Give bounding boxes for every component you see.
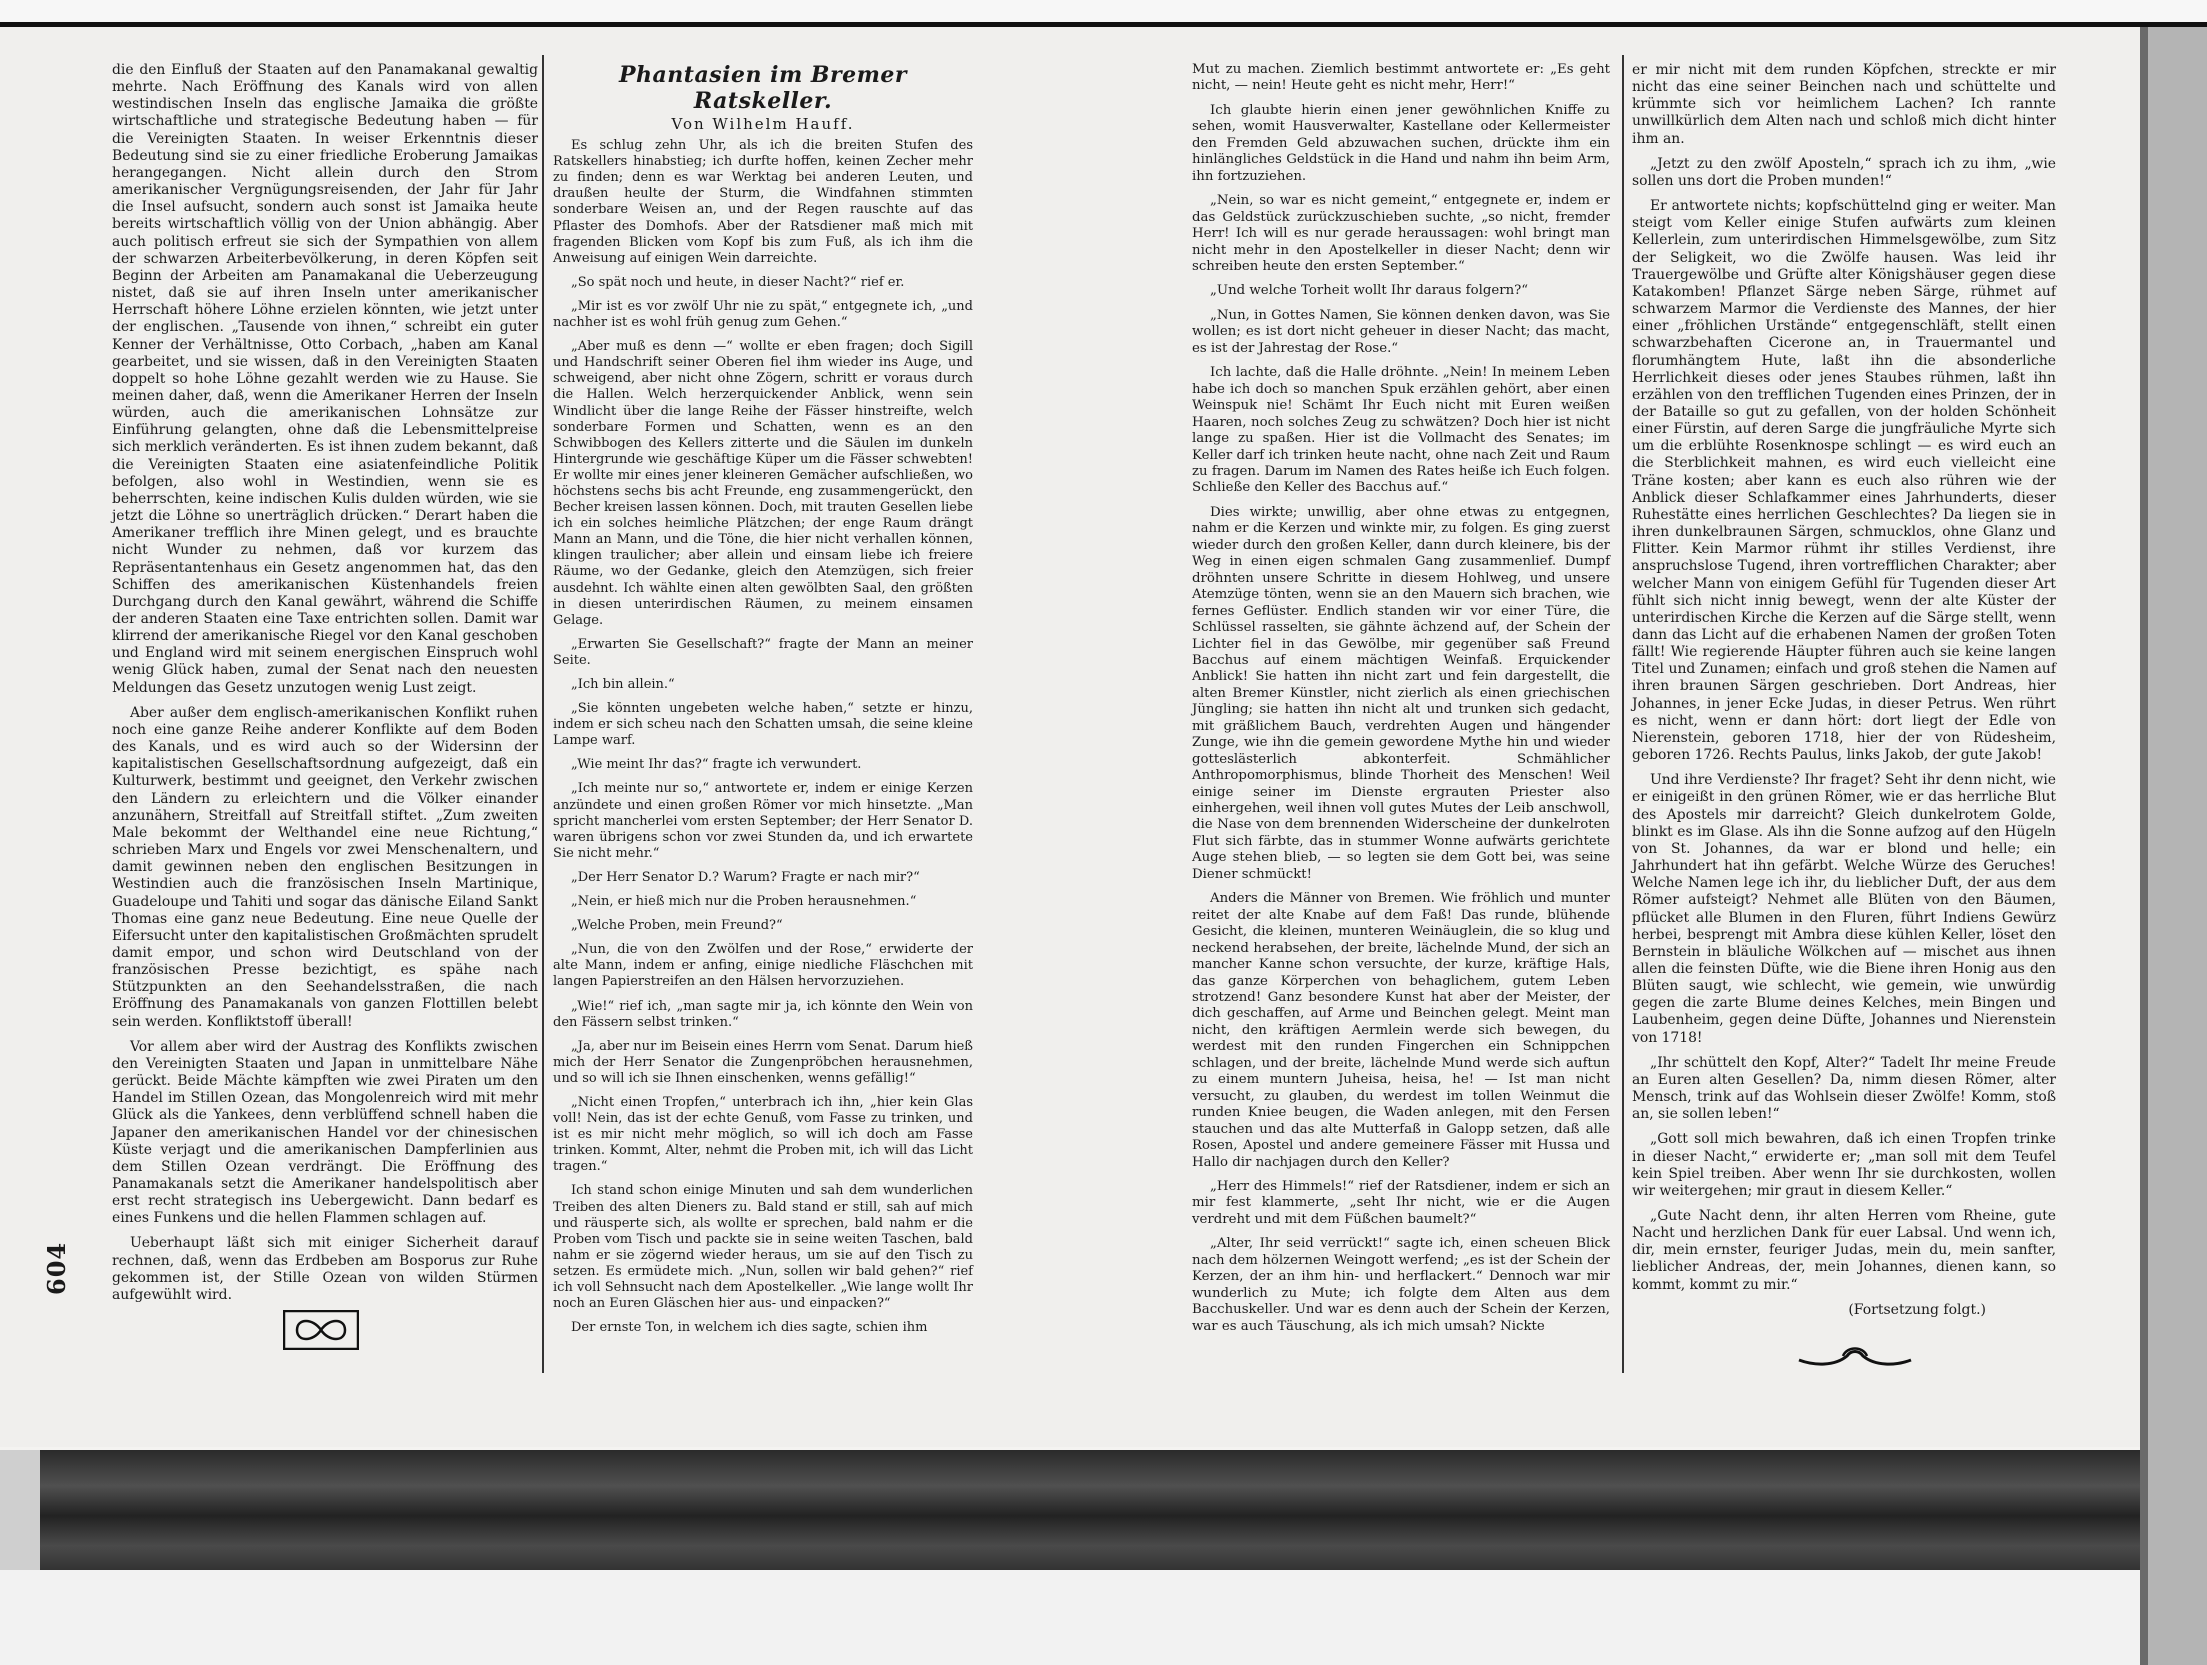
- paragraph: Der ernste Ton, in welchem ich dies sagte, schien ihm: [571, 1320, 928, 1336]
- paragraph: „Ich meinte nur so,“ antwortete er, indem er einige Kerzen anzündete und einen großen Römer vor mich hinsetzte. „Man spricht mancherlei vom ersten September; der Herr Senator D. waren übrigens schon vor zwei Stunden da, und ich erwartete Sie nicht mehr.“: [553, 781, 973, 861]
- paragraph: Ich lachte, daß die Halle dröhnte. „Nein! In meinem Leben habe ich doch so manchen Spuk erzählen gehört, aber einen Weinspuk nie! Schämt Ihr Euch nicht mit Euren weißen Haaren, noch solches Zeug zu schwätzen? Doch hier ist nicht lange zu spaßen. Hier ist die Vollmacht des Senates; im Keller darf ich trinken heute nacht, ohne nach Zeit und Raum zu fragen. Darum im Namen des Rates heiße ich Euch folgen. Schließe den Keller des Bacchus auf.“: [1192, 365, 1610, 496]
- column-divider-1: [542, 55, 544, 1373]
- paragraph: „Mir ist es vor zwölf Uhr nie zu spät,“ entgegnete ich, „und nachher ist es wohl früh genug zum Gehen.“: [553, 298, 973, 331]
- paragraph: die den Einfluß der Staaten auf den Panamakanal gewaltig mehrte. Nach Eröffnung des Kanals wird von allen westindischen Inseln das englische Jamaika die größte wirtschaftliche und strategische Bedeutung haben — für die Vereinigten Staaten. In weiser Erkenntnis dieser Bedeutung sind sie zu einer friedliche Eroberung Jamaikas herangegangen. Nicht allein durch den Strom amerikanischer Vergnügungsreisenden, der Jahr für Jahr die Insel aufsucht, sondern auch sonst ist Jamaika heute bereits wirtschaftlich völlig von der Union abhängig. Aber auch politisch erfreut sie sich der Sympathien von allem der schwarzen Arbeiterbevölkerung, in deren Köpfen seit Beginn der Arbeiten am Panamakanal die Ueberzeugung nistet, daß sie auf ihren Inseln unter amerikanischer Herrschaft höhere Löhne erzielen könnten, wie jetzt unter der englischen. „Tausende von ihnen,“ schreibt ein guter Kenner der Verhältnisse, Otto Corbach, „haben am Kanal gearbeitet, und sie wissen, daß in den Vereinigten Staaten doppelt so hohe Löhne gezahlt werden wie zu Hause. Sie meinen daher, daß, wenn die Amerikaner Herren der Inseln würden, auch die amerikanischen Lohnsätze zur Einführung gelangten, ohne daß die Lebensmittelpreise sich merklich veränderten. Es ist ihnen zudem bekannt, daß die Vereinigten Staaten eine asiatenfeindliche Politik befolgen, also wohl in Westindien, wenn sie es beherrschten, keine indischen Kulis dulden würden, wie sie jetzt die Löhne so unerträglich drücken.“ Derart haben die Amerikaner trefflich ihre Minen gelegt, und es brauchte nicht Wunder zu nehmen, daß vor kurzem das Repräsentantenhaus ein Gesetz angenommen hat, das den Schiffen des amerikanischen Küstenhandels freien Durchgang durch den Kanal gewährt, während die Schiffe der anderen Staaten eine Taxe entrichten sollen. Damit war klirrend der amerikanische Riegel vor den Kanal geschoben und England wird mit seinem energischen Einspruch wohl wenig Glück haben, zumal der Senat nach den neuesten Meldungen das Gesetz unzutogen wenig Lust zeigt.: [112, 62, 538, 696]
- paragraph: Ich stand schon einige Minuten und sah dem wunderlichen Treiben des alten Dieners zu. Bald stand er still, sah auf mich und räusperte sich, als wollte er sprechen, bald nahm er die Proben vom Tisch und packte sie in seine weiten Taschen, bald nahm er sie zögernd wieder heraus, um sie auf den Tisch zu setzen. Es ermüdete mich. „Nun, sollen wir bald gehen?“ rief ich voll Sehnsucht nach dem Apostelkeller. „Wie lange wollt Ihr noch an Euren Gläschen hier aus- und einpacken?“: [553, 1183, 973, 1312]
- paragraph: er mir nicht mit dem runden Köpfchen, streckte er mir nicht das eine seiner Beinchen nach und schüttelte und krümmte sich vor heimlichem Lachen? Ich rannte unwillkürlich dem Alten nach und schloß mich dicht hinter ihm an.: [1632, 62, 2056, 147]
- paragraph: „Wie!“ rief ich, „man sagte mir ja, ich könnte den Wein von den Fässern selbst trinken.“: [553, 998, 973, 1030]
- paragraph: „Alter, Ihr seid verrückt!“ sagte ich, einen scheuen Blick nach dem hölzernen Weingott werfend; „es ist der Schein der Kerzen, der an ihm hin- und herflackert.“ Dennoch war mir wunderlich zu Mute; ich folgte dem Alten aus dem Bacchuskeller. Und war es denn auch der Schein der Kerzen, war es auch Täuschung, als ich mich umsah? Nickte: [1192, 1236, 1610, 1334]
- paragraph: „Der Herr Senator D.? Warum? Fragte er nach mir?“: [571, 869, 920, 885]
- end-flourish-icon: [1795, 1340, 1915, 1370]
- paragraph: „Jetzt zu den zwölf Aposteln,“ sprach ich zu ihm, „wie sollen uns dort die Proben munden!“: [1632, 155, 2056, 189]
- continuation-note: (Fortsetzung folgt.): [1848, 1301, 1986, 1318]
- article-column-2: [553, 62, 973, 1344]
- article-title: Phantasien im Bremer Ratskeller.: [619, 62, 907, 114]
- scan-right-border: [2148, 27, 2207, 1665]
- column-divider-2: [1622, 55, 1624, 1373]
- paragraph: Es schlug zehn Uhr, als ich die breiten Stufen des Ratskellers hinabstieg; ich durfte hoffen, keinen Zecher mehr zu finden; denn es war Werktag bei anderen Leuten, und draußen heulte der Sturm, die Windfahnen stimmten sonderbare Weisen an, und der Regen rauschte auf das Pflaster des Domhofs. Aber der Ratsdiener maß mich mit fragenden Blicken vom Kopf bis zum Fuß, als ich ihm die Anweisung auf einigen Wein darreichte.: [553, 138, 973, 266]
- paragraph: „Nun, in Gottes Namen, Sie können denken davon, was Sie wollen; es ist dort nicht geheuer in dieser Nacht; das macht, es ist der Jahrestag der Rose.“: [1192, 307, 1610, 356]
- paragraph: „So spät noch und heute, in dieser Nacht?“ rief er.: [571, 274, 905, 290]
- paragraph: „Sie könnten ungebeten welche haben,“ setzte er hinzu, indem er sich scheu nach den Schatten umsah, die seine kleine Lampe warf.: [553, 701, 973, 749]
- paragraph: Ich glaubte hierin einen jener gewöhnlichen Kniffe zu sehen, womit Hausverwalter, Kastellane oder Kellermeister den Fremden Geld abzuwachen suchen, drückte ihm ein hinlängliches Geldstück in die Hand und nahm ihn beim Arm, ihn fortzuziehen.: [1192, 102, 1610, 184]
- paragraph: „Ihr schüttelt den Kopf, Alter?“ Tadelt Ihr meine Freude an Euren alten Gesellen? Da, nimm diesen Römer, alter Mensch, trink auf das Wohlsein dieser Zwölfe! Komm, stoß an, sie sollen leben!“: [1632, 1054, 2056, 1123]
- scan-bottom-edge: [40, 1450, 2140, 1570]
- paragraph: „Erwarten Sie Gesellschaft?“ fragte der Mann an meiner Seite.: [553, 636, 973, 668]
- article-column-3: [1192, 62, 1610, 1343]
- scan-bottom-margin: [0, 1570, 2140, 1665]
- paragraph: „Ja, aber nur im Beisein eines Herrn vom Senat. Darum hieß mich der Herr Senator die Zungenpröbchen herausnehmen, und so will ich sie Ihnen einschenken, wenns gefällig!“: [553, 1038, 973, 1086]
- paragraph: „Nun, die von den Zwölfen und der Rose,“ erwiderte der alte Mann, indem er anfing, einige niedliche Fläschchen mit langen Papierstreifen an den Hälsen hervorzuziehen.: [553, 942, 973, 990]
- paragraph: Er antwortete nichts; kopfschüttelnd ging er weiter. Man steigt vom Keller einige Stufen aufwärts zum kleinen Kellerlein, zum unterirdischen Himmelsgewölbe, zum Sitz der Seligkeit, wo die Zwölfe hausen. Was leid ihr Trauergewölbe und Grüfte alter Königshäuser gegen diese Katakomben! Pflanzet Särge neben Särge, rühmet auf schwarzem Marmor die Verdienste des Mannes, der hier einer „fröhlichen Urstände“ entgegenschläft, stellt einen schwarzbehaften Cicerone an, in Trauermantel und florumhängtem Hute, laßt ihn die absonderliche Herrlichkeit dieses oder jenes Staubes rühmen, laßt ihn erzählen von den trefflichen Tugenden eines Prinzen, der in der Bataille so gut zu gefallen, von der holden Schönheit einer Fürstin, auf deren Sarge die jungfräuliche Myrte sich um die erblühte Rosenknospe schlingt — es wird euch an die Sterblichkeit mahnen, es wird euch vielleicht eine Träne kosten; aber kann es euch also rühren wie der Anblick dieser Schlafkammer eines Jahrhunderts, dieser Ruhestätte eines herrlichen Geschlechtes? Da liegen sie in ihren dunkelbraunen Särgen, schmucklos, ohne Glanz und Flitter. Kein Marmor rühmt ihr stilles Verdienst, ihre anspruchslose Tugend, ihren vortrefflichen Charakter; aber welcher Mann von einigem Gefühl für Tugenden dieser Art fühlt sich nicht innig bewegt, wenn der alte Küster der unterirdischen Kirche die Kerzen auf die Särge stellt, wenn dann das Licht auf die erhabenen Namen der großen Toten fällt! Wie regierende Häupter führen auch sie keine langen Titel und Zunamen; einfach und groß stehen die Namen auf ihren braunen Särgen geschrieben. Dort Andreas, hier Johannes, in jener Ecke Judas, in dieser Petrus. Wen rührt es nicht, wenn er dann hört: dort liegt der Edle von Nierenstein, geboren 1718, hier der von Rüdesheim, geboren 1726. Rechts Paulus, links Jakob, der gute Jakob!: [1632, 198, 2056, 764]
- paragraph: „Welche Proben, mein Freund?“: [571, 918, 783, 934]
- paragraph: Ueberhaupt läßt sich mit einiger Sicherheit darauf rechnen, daß, wenn das Erdbeben am Bosporus zur Ruhe gekommen ist, der Stille Ozean von wilden Stürmen aufgewühlt wird.: [112, 1235, 538, 1303]
- paragraph: „Und welche Torheit wollt Ihr daraus folgern?“: [1210, 283, 1529, 299]
- paragraph: Mut zu machen. Ziemlich bestimmt antwortete er: „Es geht nicht, — nein! Heute geht es nicht mehr, Herr!“: [1192, 62, 1610, 94]
- paragraph: „Gute Nacht denn, ihr alten Herren vom Rheine, gute Nacht und herzlichen Dank für euer Labsal. Und wenn ich, dir, mein ernster, feuriger Judas, mein du, mein sanfter, lieblicher Andreas, der, mein Johannes, dienen kann, so kommt, kommt zu mir.“: [1632, 1208, 2056, 1293]
- decorative-ornament-icon: [283, 1310, 359, 1350]
- paragraph: „Nicht einen Tropfen,“ unterbrach ich ihn, „hier kein Glas voll! Nein, das ist der echte Genuß, vom Fasse zu trinken, und ist es mir nicht mehr möglich, so will ich doch am Fasse trinken. Kommt, Alter, nehmt die Proben mit, ich will das Licht tragen.“: [553, 1094, 973, 1175]
- page-number: 604: [42, 1241, 71, 1295]
- paragraph: Vor allem aber wird der Austrag des Konflikts zwischen den Vereinigten Staaten und Japan in unmittelbare Nähe gerückt. Beide Mächte kämpften wie zwei Piraten um den Handel im Stillen Ozean, das Mongolenreich wird mit mehr Glück als die Yankees, denn verblüffend schnell haben die Japaner den amerikanischen Handel vor der chinesischen Küste verjagt und die amerikanischen Dampferlinien aus dem Stillen Ozean verdrängt. Die Eröffnung des Panamakanals setzt die Amerikaner handelspolitisch aber erst recht strategisch ins Uebergewicht. Dann bedarf es eines Funkens und die hellen Flammen schlagen auf.: [112, 1038, 538, 1227]
- paragraph: „Aber muß es denn —“ wollte er eben fragen; doch Sigill und Handschrift seiner Oberen fiel ihm wieder ins Auge, und schweigend, aber nicht ohne Zögern, schritt er voraus durch die Hallen. Welch herzerquickender Anblick, wenn sein Windlicht über die lange Reihe der Fässer hinstreifte, welch sonderbare Formen und Schatten, wenn es an den Schwibbogen des Kellers zitterte und die Säulen im dunkeln Hintergrunde wie geschäftige Küper um die Fässer schwebten! Er wollte mir eines jener kleineren Gemächer aufschließen, wo höchstens sechs bis acht Freunde, eng zusammengerückt, den Becher kreisen lassen können. Doch, mit trauten Gesellen liebe ich ein solches heimliche Plätzchen; der enge Raum drängt Mann an Mann, und die Töne, die hier nicht verhallen können, klingen traulicher; aber allein und einsam liebe ich freiere Räume, wo der Gedanke, gleich den Atemzügen, sich freier ausdehnt. Ich wählte einen alten gewölbten Saal, den größten in diesen unterirdischen Räumen, zu meinem einsamen Gelage.: [553, 339, 973, 628]
- paragraph: Aber außer dem englisch-amerikanischen Konflikt ruhen noch eine ganze Reihe anderer Konflikte auf dem Boden des Kanals, und es wird auch so der Widersinn der kapitalistischen Gesellschaftsordnung aufgezeigt, daß ein Kulturwerk, bestimmt und geeignet, den Verkehr zwischen den Ländern zu erleichtern und die Völker einander anzunähern, Streitfall auf Streitfall stiftet. „Zum zweiten Male bekommt der Welthandel eine neue Richtung,“ schrieben Marx und Engels vor zwei Menschenaltern, und damit gewinnen neben den englischen Besitzungen in Westindien auch die französischen Inseln Martinique, Guadeloupe und Tahiti und sogar das dänische Eiland Sankt Thomas eine ganz neue Bedeutung. Eine neue Quelle der Eifersucht unter den kapitalistischen Großmächten sprudelt damit empor, und schon wird Deutschland von der französischen Presse bezichtigt, es spähe nach Stützpunkten an den Seehandelsstraßen, die nach Eröffnung des Panamakanals von ganzen Flottillen belebt sein werden. Konfliktstoff überall!: [112, 704, 538, 1030]
- paragraph: Und ihre Verdienste? Ihr fraget? Seht ihr denn nicht, wie er einigeißt in den grünen Römer, wie er das herrliche Blut des Apostels mir darreicht? Gleich dunkelrotem Golde, blinkt es im Glase. Als ihn die Sonne aufzog auf den Hügeln von St. Johannes, da war er blond und helle; ein Jahrhundert hat ihn gefärbt. Welche Würze des Geruches! Welche Namen lege ich ihr, du lieblicher Duft, der aus dem Römer aufsteigt? Nehmet alle Blüten von den Bäumen, pflücket alle Blumen in den Fluren, führt Indiens Gewürz herbei, besprengt mit Ambra diese kühlen Keller, löset den Bernstein in bläuliche Wölkchen auf — mischet aus ihnen allen die feinsten Düfte, wie die Biene ihren Honig aus den Blüten saugt, wie schlecht, wie gemein, wie unwürdig gegen die zarte Blume deines Kelches, mein Bingen und Laubenheim, gegen deine Düfte, Johannes und Nierenstein von 1718!: [1632, 772, 2056, 1046]
- paragraph: „Nein, er hieß mich nur die Proben herausnehmen.“: [571, 894, 917, 910]
- paragraph: Anders die Männer von Bremen. Wie fröhlich und munter reitet der alte Knabe auf dem Faß! Das runde, blühende Gesicht, die kleinen, munteren Weinäuglein, die so klug und neckend herabsehen, der breite, lächelnde Mund, der sich an mancher Kanne schon versuchte, der kurze, kräftige Hals, das ganze Körperchen von behaglichem, gutem Leben strotzend! Ganz besondere Kunst hat aber der Meister, der dich geschaffen, auf Arme und Beinchen gelegt. Meint man nicht, den kräftigen Aermlein werde sich bewegen, du werdest mit den runden Fingerchen ein Schnippchen schlagen, und der breite, lächelnde Mund werde sich auftun zu einem muntern Juheisa, heisa, he! — Ist man nicht versucht, zu glauben, du werdest im tollen Weinmut die runden Kniee beugen, die Waden anlegen, mit den Fersen stauchen und das alte Mutterfaß in Galopp setzen, daß alle Rosen, Apostel und andere gemeinere Fässer mit Hussa und Hallo dir nachjagen durch den Keller?: [1192, 891, 1610, 1170]
- paragraph: „Nein, so war es nicht gemeint,“ entgegnete er, indem er das Geldstück zurückzuschieben suchte, „so nicht, fremder Herr! Ich will es nur gerade heraussagen: wohl bringt man nicht mehr in den Apostelkeller in dieser Nacht; denn wir schreiben heute den ersten September.“: [1192, 193, 1610, 274]
- article-column-4: [1632, 62, 2056, 1319]
- article-byline: Von Wilhelm Hauff.: [671, 115, 855, 133]
- paragraph: „Gott soll mich bewahren, daß ich einen Tropfen trinke in dieser Nacht,“ erwiderte er; „man soll mit dem Teufel kein Spiel treiben. Aber wenn Ihr sie durchkosten, wollen wir weitergehen; mir graut in diesem Keller.“: [1632, 1131, 2056, 1199]
- paragraph: „Herr des Himmels!“ rief der Ratsdiener, indem er sich an mir fest klammerte, „seht Ihr nicht, wie er die Augen verdreht und mit dem Füßchen baumelt?“: [1192, 1179, 1610, 1227]
- article-column-1: [112, 62, 538, 1312]
- paragraph: Dies wirkte; unwillig, aber ohne etwas zu entgegnen, nahm er die Kerzen und winkte mir, zu folgen. Es ging zuerst wieder durch den großen Keller, dann durch kleinere, bis der Weg in einen eigen schmalen Gang zusammenlief. Dumpf dröhnten unsere Schritte in diesem Hohlweg, und unsere Atemzüge tönten, wenn sie an den Mauern sich brachen, wie fernes Geflüster. Endlich standen wir vor einer Türe, die Schlüssel rasselten, sie gähnte ächzend auf, der Schein der Lichter fiel in das Gewölbe, mir gegenüber saß Freund Bacchus auf einem mächtigen Weinfaß. Erquickender Anblick! Sie hatten ihn nicht zart und fein dargestellt, die alten Bremer Künstler, nicht zierlich als einen griechischen Jüngling; sie hatten ihn nicht alt und trunken sich gedacht, mit gräßlichem Bauch, verdrehten Augen und hängender Zunge, wie ihn die gemein gewordene Mythe hin und wieder gotteslästerlich abkonterfeit. Schmählicher Anthropomorphismus, blinde Thorheit des Menschen! Weil einige seiner im Dienste ergrauten Priester also einhergehen, weil ihnen voll gutes Mutes der Leib anschwoll, die Nase von dem brennenden Widerscheine der dunkelroten Flut sich färbte, das in stummer Wonne aufwärts gerichtete Auge stehen blieb, — so legten sie dem Gott bei, was seine Diener schmückt!: [1192, 504, 1610, 882]
- paragraph: „Ich bin allein.“: [571, 677, 675, 692]
- paragraph: „Wie meint Ihr das?“ fragte ich verwundert.: [571, 757, 862, 773]
